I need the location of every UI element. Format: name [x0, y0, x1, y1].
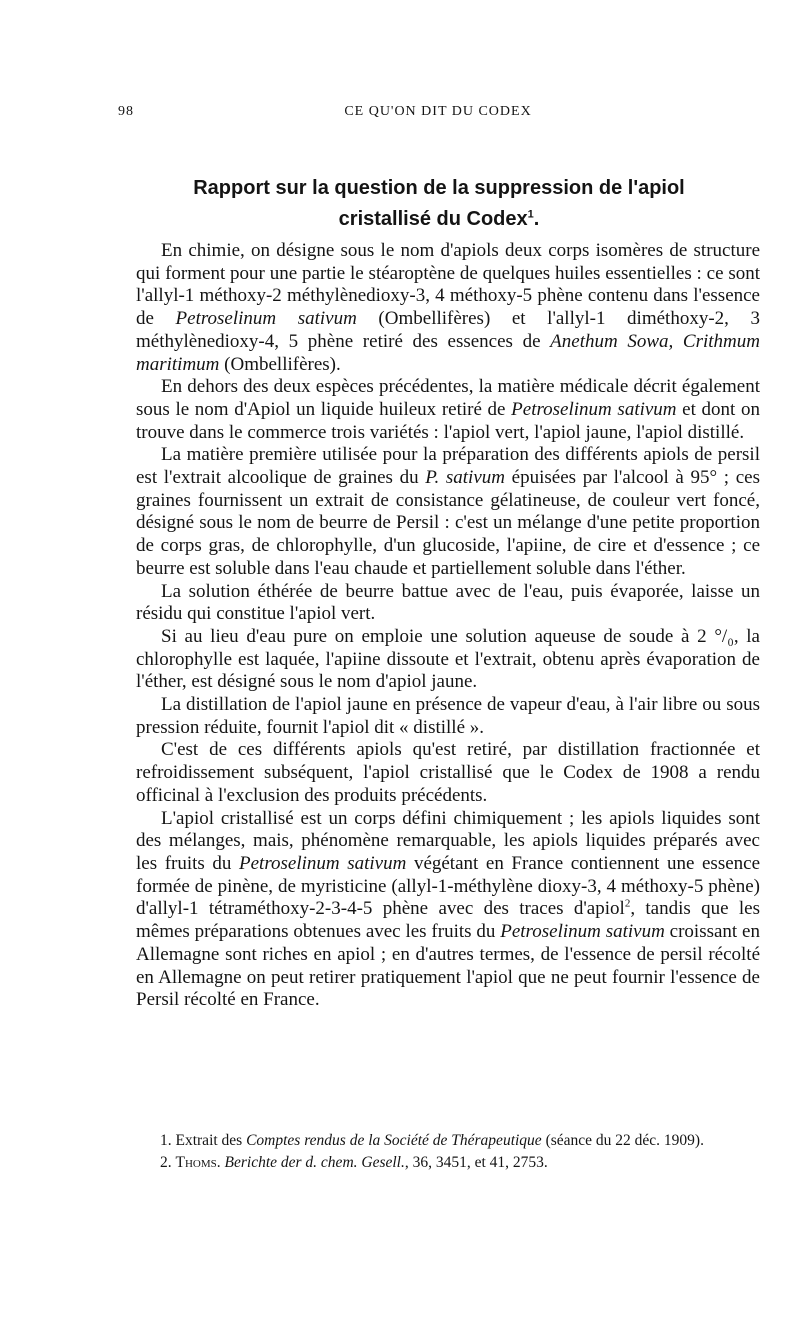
footnote-1 — [160, 1130, 760, 1152]
title-line-2-text: cristallisé du Codex — [338, 208, 528, 230]
paragraph-7: C'est de ces différents apiols qu'est retiré, par distillation fractionnée et refroidissement subséquent, l'apiol cristallisé que le Codex de 1908 a rendu officinal à l'exclusion des produits précédents. — [136, 739, 760, 806]
page-number: 98 — [118, 104, 134, 119]
footnote-text: (séance du 22 déc. 1909). — [541, 1132, 704, 1149]
footnote-text: Extrait des — [175, 1132, 247, 1149]
article-title — [118, 173, 760, 235]
journal-title: Comptes rendus de la Société de Thérapeutique — [246, 1132, 542, 1149]
paragraph-1 — [136, 240, 760, 376]
species-name: Anethum Sowa, Crithmum maritimum — [136, 330, 760, 375]
title-line-1: Rapport sur la question de la suppression de l'apiol — [193, 177, 685, 199]
paragraph-text: (Ombellifères) et l'allyl-1 diméthoxy-2, 3 méthylènedioxy-4, 5 phène retiré des essences de — [136, 308, 760, 352]
paragraph-text: , tandis que les mêmes préparations obtenues avec les fruits du — [136, 898, 760, 943]
title-end: . — [533, 208, 540, 230]
footnote-ref-1: 1 — [527, 208, 534, 221]
paragraph-text: La matière première utilisée pour la préparation des différents apiols de persil est l'extrait alcoolique de graines du — [136, 444, 760, 489]
footnote-text: , 36, 3451, et 41, 2753. — [404, 1154, 548, 1171]
paragraph-text: et dont on trouve dans le commerce trois variétés : l'apiol vert, l'apiol jaune, l'apiol distillé. — [136, 398, 760, 443]
paragraph-2 — [136, 376, 760, 444]
paragraph-4: La solution éthérée de beurre battue avec de l'eau, puis évaporée, laisse un résidu qui constitue l'apiol vert. — [136, 580, 760, 625]
footnote-author: Thoms. — [175, 1154, 221, 1171]
footnotes — [160, 1130, 760, 1174]
paragraph-8 — [136, 808, 760, 1012]
species-name: Petroselinum sativum — [500, 921, 665, 943]
species-name: P. sativum — [425, 467, 505, 489]
paragraph-6: La distillation de l'apiol jaune en présence de vapeur d'eau, à l'air libre ou sous pression réduite, fournit l'apiol dit « distillé ». — [136, 694, 760, 738]
title-line-2 — [118, 204, 760, 235]
paragraph-text: En chimie, on désigne sous le nom d'apiols deux corps isomères de structure qui forment pour une partie le stéaroptène de quelques huiles essentielles : ce sont l'allyl-1 méthoxy-2 méthylènedioxy-3, 4 méthoxy-5 phène contenu dans l'essence de — [136, 240, 760, 330]
paragraph-text: croissant en Allemagne sont riches en apiol ; en d'autres termes, de l'essence de persil récolté en Allemagne on peut retirer pratiquement l'apiol que ne peut fournir l'essence de Persil récolté en France. — [136, 921, 760, 1011]
paragraph-text: (Ombellifères). — [219, 353, 341, 375]
article-body — [136, 240, 760, 1012]
species-name: Petroselinum sativum — [511, 398, 677, 420]
paragraph-text: végétant en France contiennent une essence formée de pinène, de myristicine (allyl-1-méthylène dioxy-3, 4 méthoxy-5 phène) d'allyl-1 tétraméthoxy-2-3-4-5 phène avec des traces d'apiol — [136, 852, 761, 920]
journal-title: Berichte der d. chem. Gesell. — [224, 1154, 405, 1171]
footnote-number: 1. — [160, 1132, 172, 1149]
species-name: Petroselinum sativum — [175, 308, 357, 330]
paragraph-5: Si au lieu d'eau pure on emploie une solution aqueuse de soude à 2 °/₀, la chlorophylle est laquée, l'apiine dissoute et l'extrait, obtenu après évaporation de l'éther, est désigné sous le nom d'apiol jaune. — [136, 625, 760, 693]
running-title: CE QU'ON DIT DU CODEX — [344, 104, 532, 119]
paragraph-text: En dehors des deux espèces précédentes, la matière médicale décrit également sous le nom d'Apiol un liquide huileux retiré de — [136, 376, 760, 420]
paragraph-text: épuisées par l'alcool à 95° ; ces graines fournissent un extrait de consistance gélatineuse, de couleur vert foncé, désigné sous le nom de beurre de Persil : c'est un mélange d'une petite proportion de corps gras, de chlorophylle, d'un glucoside, l'apiine, de cire et d'essence ; ce beurre est soluble dans l'eau chaude et partiellement soluble dans l'éther. — [136, 467, 760, 579]
paragraph-3 — [136, 444, 760, 580]
species-name: Petroselinum sativum — [239, 852, 407, 874]
footnote-ref-2: 2 — [624, 898, 631, 911]
running-header — [118, 104, 758, 124]
paragraph-text: L'apiol cristallisé est un corps défini chimiquement ; les apiols liquides sont des mélanges, mais, phénomène remarquable, les apiols liquides préparés avec les fruits du — [136, 807, 760, 874]
footnote-number: 2. — [160, 1154, 172, 1171]
footnote-2 — [160, 1152, 760, 1174]
